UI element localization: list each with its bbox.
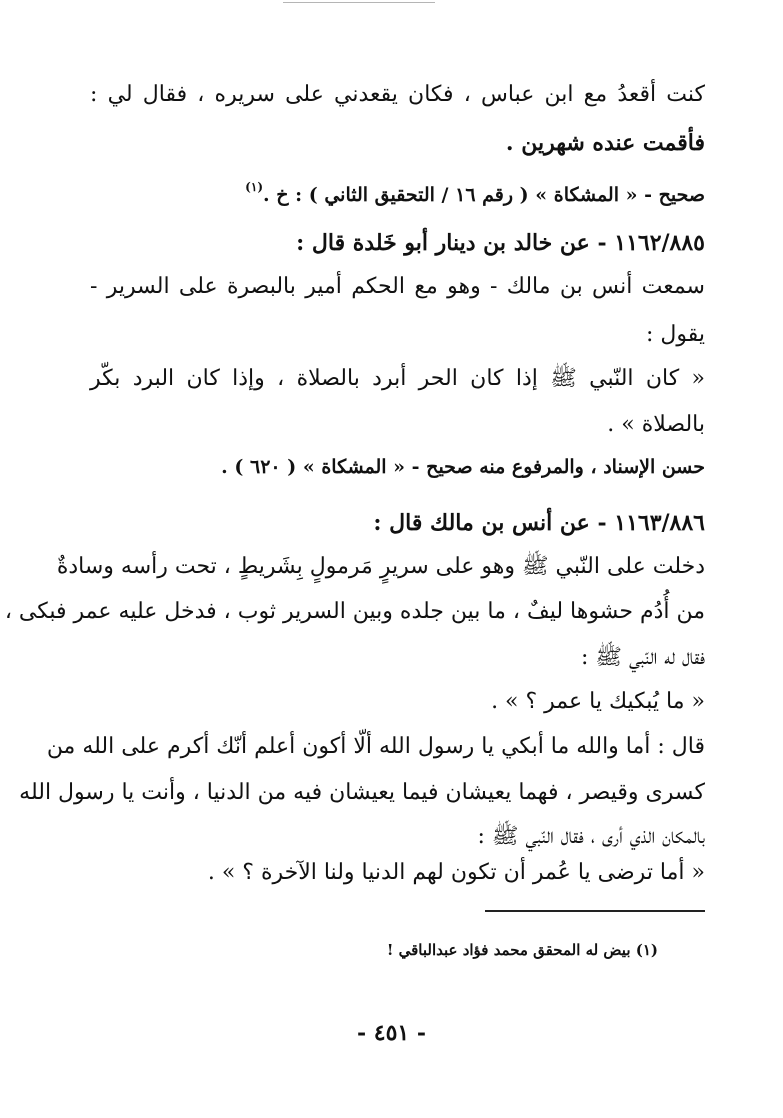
text-line-15: قال : أما والله ما أبكي يا رسول الله ألّا أكون أعلم أنّك أكرم على الله من	[46, 734, 705, 759]
grading-text-1: صحيح - « المشكاة » ( رقم ١٦ / التحقيق الثاني ) : خ .	[263, 184, 705, 206]
text-line-13: فقال له النّبي ﷺ :	[580, 645, 705, 670]
text-line-8: بالصلاة » .	[607, 412, 705, 437]
text-line-11: دخلت على النّبي ﷺ وهو على سريرٍ مَرمولٍ بِشَريطٍ ، تحت رأسه وسادةٌ	[56, 554, 705, 579]
footnote-text: (١) بيض له المحقق محمد فؤاد عبدالباقي !	[386, 941, 658, 959]
footnote-separator	[485, 910, 705, 912]
hadith-heading-886: ١١٦٣/٨٨٦ - عن أنس بن مالك قال :	[373, 510, 705, 536]
text-line-2: فأقمت عنده شهرين .	[505, 130, 705, 156]
text-line-6: يقول :	[645, 322, 705, 347]
page-number: - ٤٥١ -	[356, 1020, 427, 1046]
text-line-16: كسرى وقيصر ، فهما يعيشان فيما يعيشان فيه من الدنيا ، وأنت يا رسول الله	[19, 780, 705, 805]
footnote-reference: (١)	[245, 180, 263, 194]
grading-line-2: حسن الإسناد ، والمرفوع منه صحيح - « المشكاة » ( ٦٢٠ ) .	[221, 456, 705, 478]
text-line-1: كنت أقعدُ مع ابن عباس ، فكان يقعدني على سريره ، فقال لي :	[90, 82, 705, 107]
text-line-7: « كان النّبي ﷺ إذا كان الحر أبرد بالصلاة ، وإذا كان البرد بكّر	[90, 366, 705, 391]
hadith-heading-885: ١١٦٢/٨٨٥ - عن خالد بن دينار أبو خَلدة قال :	[296, 230, 705, 256]
text-line-14: « ما يُبكيك يا عمر ؟ » .	[491, 689, 705, 714]
text-line-17: بالمكان الذي أرى ، فقال النّبي ﷺ :	[477, 824, 705, 849]
text-line-18: « أما ترضى يا عُمر أن تكون لهم الدنيا ولنا الآخرة ؟ » .	[207, 860, 705, 885]
text-line-12: من أُدُم حشوها ليفٌ ، ما بين جلده وبين السرير ثوب ، فدخل عليه عمر فبكى ،	[4, 599, 705, 624]
top-rule	[283, 2, 435, 3]
grading-line-1	[245, 172, 705, 206]
text-line-5: سمعت أنس بن مالك - وهو مع الحكم أمير بالبصرة على السرير -	[90, 274, 705, 299]
